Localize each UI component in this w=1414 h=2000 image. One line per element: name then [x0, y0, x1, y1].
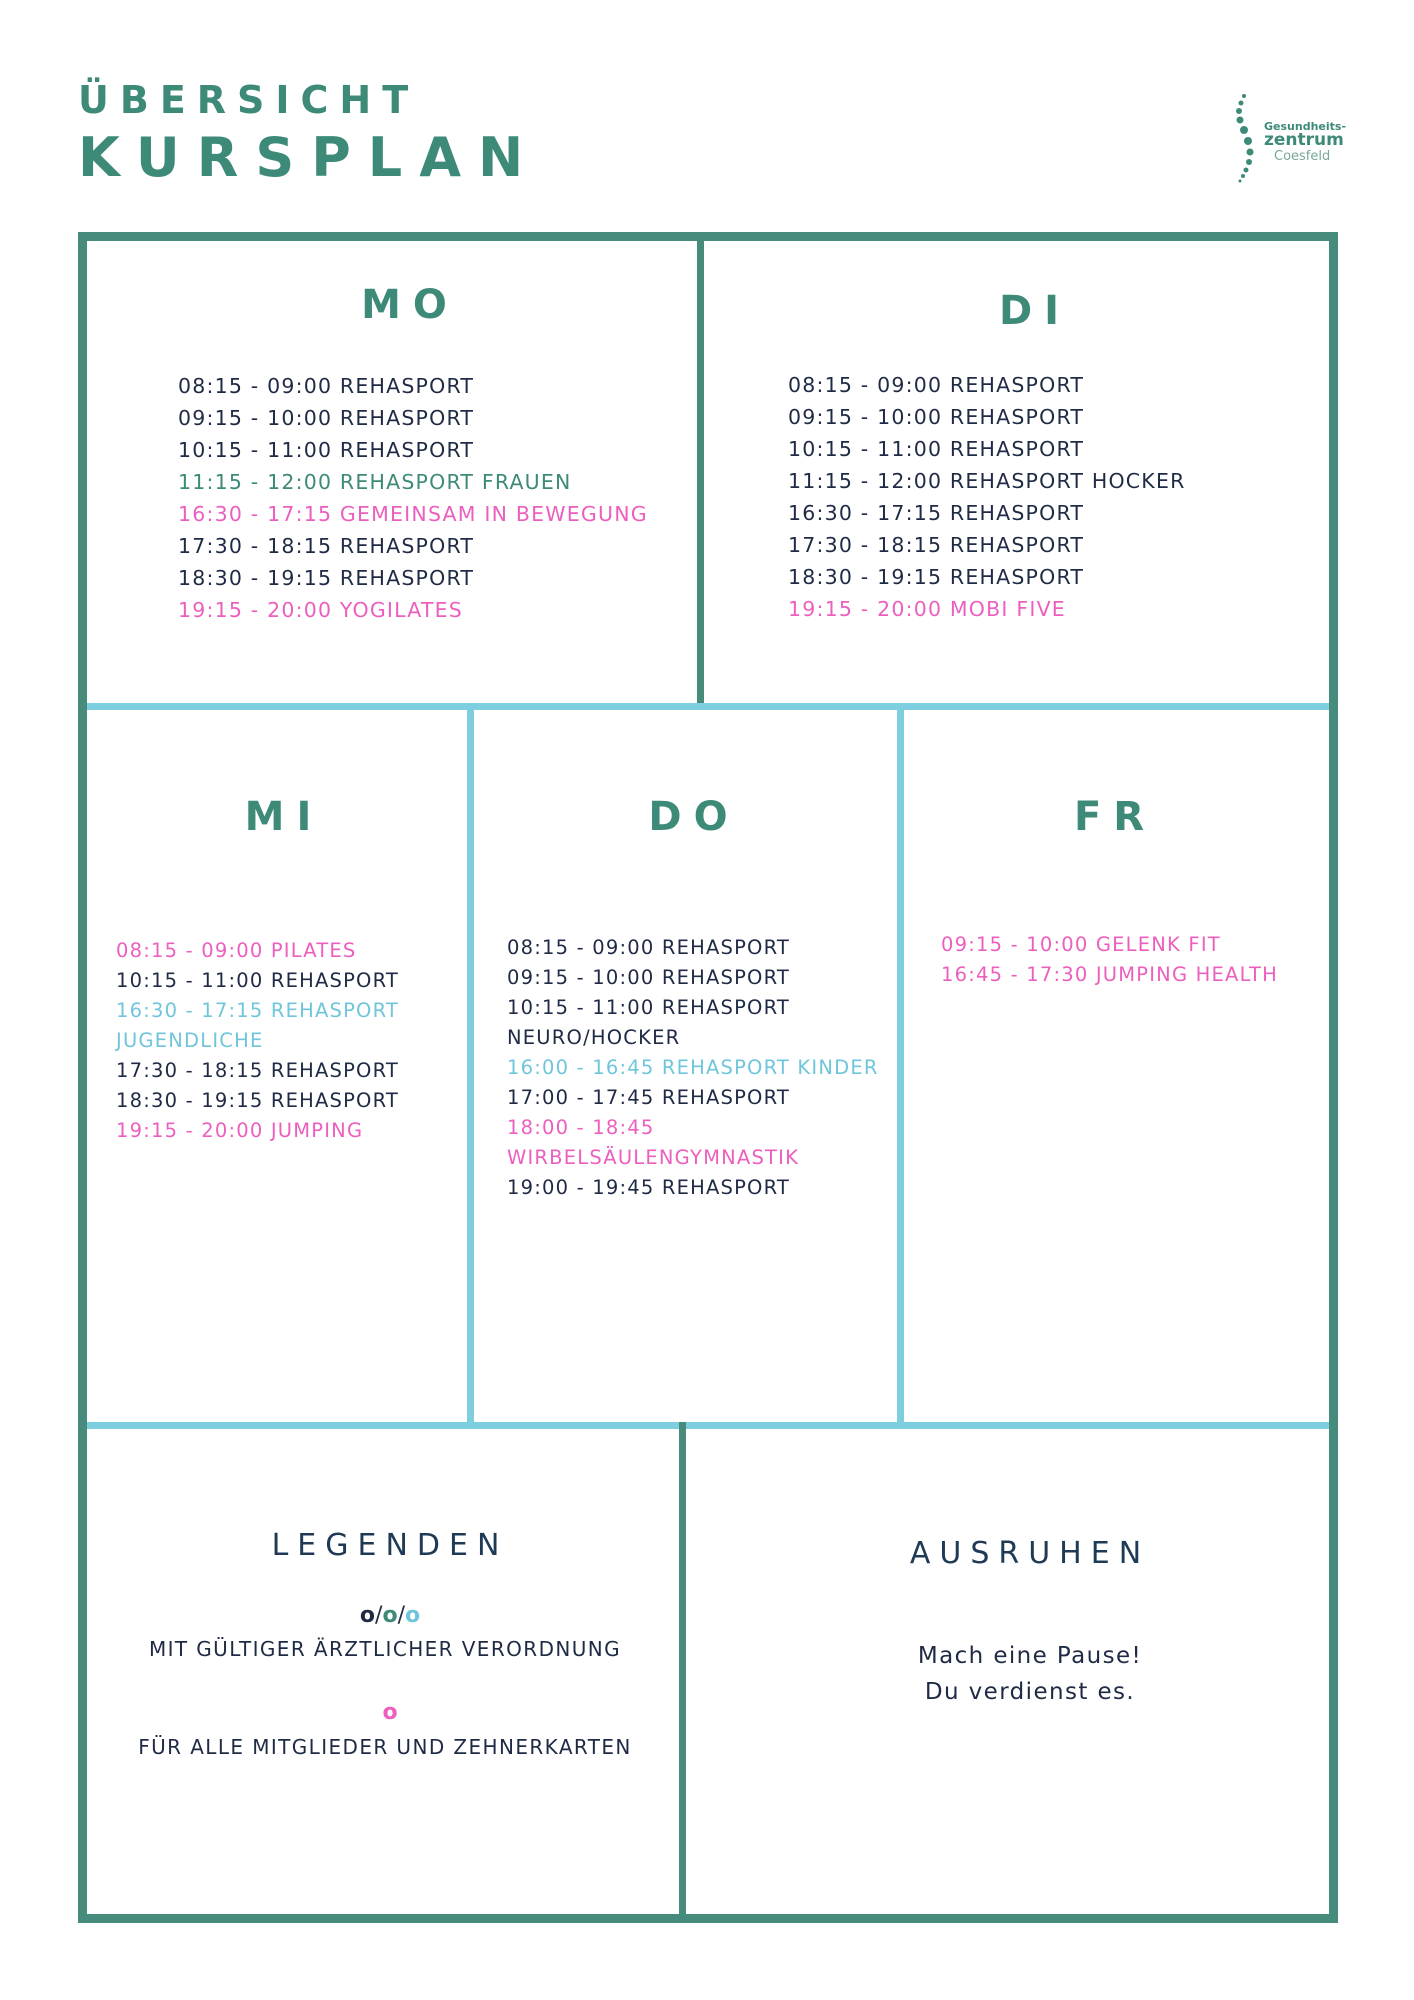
logo-line-3: Coesfeld	[1274, 149, 1331, 164]
divider-mi-do	[467, 710, 474, 1424]
day-heading-do: DO	[648, 794, 740, 840]
schedule-item: 18:30 - 19:15 REHASPORT	[116, 1089, 400, 1112]
schedule-item: 09:15 - 10:00 REHASPORT	[507, 966, 791, 989]
frame-right	[1329, 232, 1338, 1923]
schedule-item: 18:30 - 19:15 REHASPORT	[788, 565, 1085, 589]
legend-slash: /	[397, 1603, 405, 1628]
schedule-item: 08:15 - 09:00 PILATES	[116, 939, 357, 962]
divider-mo-di	[697, 232, 704, 710]
day-heading-fr: FR	[1073, 794, 1157, 840]
frame-bottom	[78, 1914, 1338, 1923]
schedule-mi	[116, 936, 399, 1146]
schedule-item: 11:15 - 12:00 REHASPORT HOCKER	[788, 469, 1186, 493]
schedule-item: 11:15 - 12:00 REHASPORT FRAUEN	[178, 470, 572, 494]
legend-slash: /	[375, 1603, 383, 1628]
frame-top	[78, 232, 1338, 241]
day-heading-di: DI	[998, 288, 1072, 334]
schedule-item: 16:30 - 17:15 REHASPORT	[788, 501, 1085, 525]
schedule-item: 17:30 - 18:15 REHASPORT	[116, 1059, 400, 1082]
schedule-mo	[178, 370, 648, 626]
rest-line-2: Du verdienst es.	[924, 1679, 1136, 1705]
legend-line-2: FÜR ALLE MITGLIEDER UND ZEHNERKARTEN	[138, 1735, 632, 1759]
schedule-item: 09:15 - 10:00 REHASPORT	[788, 405, 1085, 429]
legend-line-1: MIT GÜLTIGER ÄRZTLICHER VERORDNUNG	[148, 1637, 622, 1661]
schedule-item: 08:15 - 09:00 REHASPORT	[178, 374, 475, 398]
schedule-item: 10:15 - 11:00 REHASPORT	[788, 437, 1085, 461]
schedule-item: WIRBELSÄULENGYMNASTIK	[507, 1146, 800, 1169]
schedule-item: 16:30 - 17:15 GEMEINSAM IN BEWEGUNG	[178, 502, 648, 526]
divider-row1	[87, 703, 1329, 710]
legend-title: LEGENDEN	[271, 1528, 509, 1563]
schedule-fr	[941, 930, 1278, 990]
schedule-item: 09:15 - 10:00 REHASPORT	[178, 406, 475, 430]
schedule-item: 18:30 - 19:15 REHASPORT	[178, 566, 475, 590]
schedule-item: 10:15 - 11:00 REHASPORT	[507, 996, 791, 1019]
legend-mark-black: o	[359, 1603, 376, 1628]
legend-mark-cyan: o	[404, 1603, 421, 1628]
legend-marks-prescription	[300, 1603, 480, 1628]
schedule-item: 08:15 - 09:00 REHASPORT	[788, 373, 1085, 397]
divider-legend-rest	[679, 1422, 686, 1923]
schedule-item: JUGENDLICHE	[116, 1029, 264, 1052]
schedule-item: 10:15 - 11:00 REHASPORT	[178, 438, 475, 462]
schedule-item: 16:30 - 17:15 REHASPORT	[116, 999, 400, 1022]
schedule-item: 17:30 - 18:15 REHASPORT	[788, 533, 1085, 557]
day-heading-mo: MO	[361, 282, 459, 328]
schedule-item: 16:00 - 16:45 REHASPORT KINDER	[507, 1056, 879, 1079]
page-title: KURSPLAN	[78, 126, 541, 189]
schedule-item: 19:15 - 20:00 MOBI FIVE	[788, 597, 1066, 621]
schedule-do	[507, 933, 879, 1203]
day-heading-mi: MI	[244, 794, 324, 840]
logo	[1230, 90, 1350, 190]
schedule-item: 17:30 - 18:15 REHASPORT	[178, 534, 475, 558]
schedule-item: 10:15 - 11:00 REHASPORT	[116, 969, 400, 992]
schedule-item: 17:00 - 17:45 REHASPORT	[507, 1086, 791, 1109]
divider-row2	[87, 1422, 1329, 1429]
schedule-item: NEURO/HOCKER	[507, 1026, 681, 1049]
schedule-di	[788, 369, 1186, 625]
page-subtitle: ÜBERSICHT	[78, 78, 420, 122]
logo-line-2: zentrum	[1264, 130, 1344, 150]
legend-mark-pink: o	[382, 1700, 398, 1725]
schedule-item: 18:00 - 18:45	[507, 1116, 655, 1139]
legend-mark-green: o	[382, 1603, 398, 1628]
schedule-item: 19:15 - 20:00 JUMPING	[116, 1119, 364, 1142]
schedule-item: 16:45 - 17:30 JUMPING HEALTH	[941, 963, 1278, 986]
schedule-item: 19:00 - 19:45 REHASPORT	[507, 1176, 791, 1199]
schedule-item: 09:15 - 10:00 GELENK FIT	[941, 933, 1221, 956]
frame-left	[78, 232, 87, 1923]
rest-title: AUSRUHEN	[909, 1536, 1151, 1571]
logo-line-1: Gesundheits-	[1264, 120, 1347, 133]
rest-line-1: Mach eine Pause!	[917, 1643, 1143, 1669]
divider-do-fr	[897, 710, 904, 1424]
schedule-item: 19:15 - 20:00 YOGILATES	[178, 598, 463, 622]
schedule-item: 08:15 - 09:00 REHASPORT	[507, 936, 791, 959]
